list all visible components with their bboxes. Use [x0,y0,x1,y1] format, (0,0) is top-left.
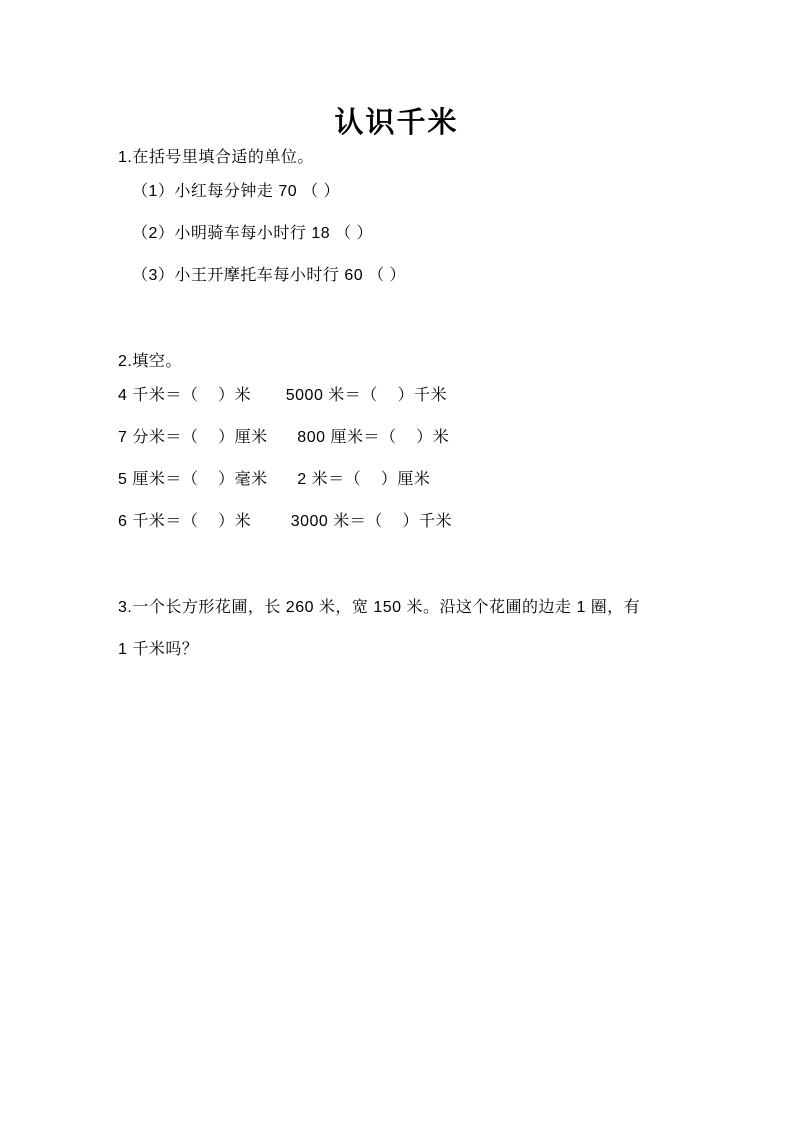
section-spacer-1 [118,308,718,352]
question-2-heading: 2.填空。 [118,353,182,370]
question-2-row-2: 7 分米＝（ ）厘米 800 厘米＝（ ）米 [118,429,450,446]
section-spacer-2 [118,554,718,598]
worksheet-body [118,148,718,682]
question-1-item-3: （3）小王开摩托车每小时行 60 （ ） [132,267,407,284]
question-1-heading: 1.在括号里填合适的单位。 [118,149,314,166]
question-3-continuation: 1 千米吗？ [118,641,199,658]
question-2-row-4: 6 千米＝（ ）米 3000 米＝（ ）千米 [118,513,453,530]
page-title: 认识千米 [334,107,459,139]
question-1-item-1: （1）小红每分钟走 70 （ ） [132,183,341,200]
question-2-row-3: 5 厘米＝（ ）毫米 2 米＝（ ）厘米 [118,471,431,488]
question-1-item-2: （2）小明骑车每小时行 18 （ ） [132,225,374,242]
question-2-row-1: 4 千米＝（ ）米 5000 米＝（ ）千米 [118,387,448,404]
question-3-heading: 3.一个长方形花圃，长 260 米，宽 150 米。沿这个花圃的边走 1 圈，有 [118,599,641,616]
